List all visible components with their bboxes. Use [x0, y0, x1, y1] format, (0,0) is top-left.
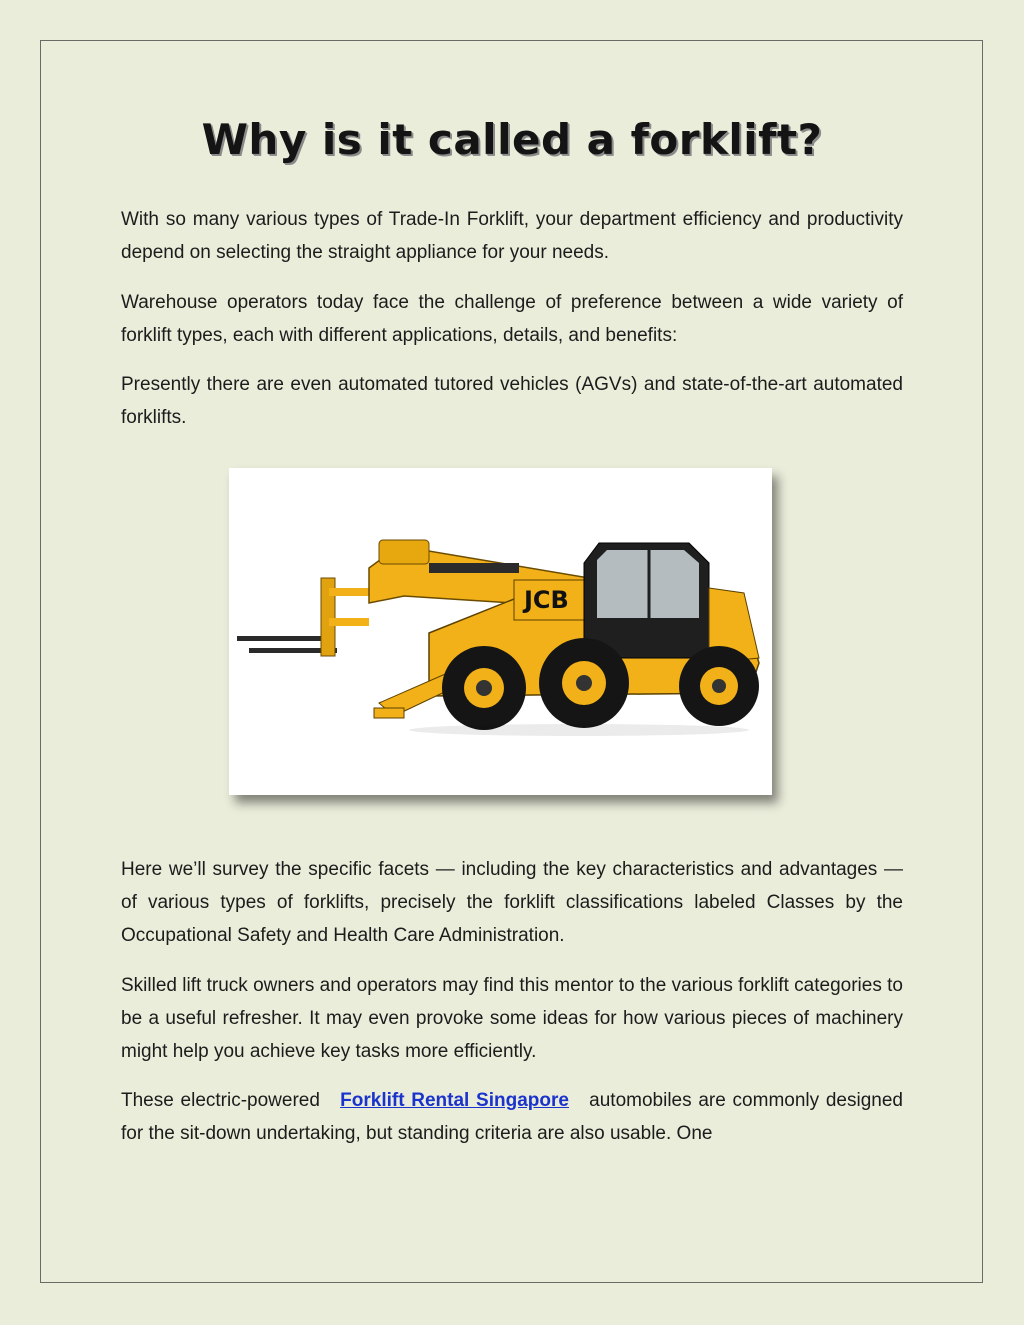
forklift-rental-link[interactable]: Forklift Rental Singapore: [340, 1090, 569, 1111]
brand-logo-text: JCB: [524, 586, 569, 614]
forklift-photo: [229, 468, 772, 795]
paragraph-survey: Here we’ll survey the specific facets — including the key characteristics and advantages — of various types of forklifts, precisely the forklift classifications labeled Classes by the Occupational Safety and Health Care Administration.: [121, 859, 903, 946]
paragraph-electric-start: These electric-powered: [121, 1090, 320, 1111]
paragraph-agv: Presently there are even automated tutored vehicles (AGVs) and state-of-the-art automated forklifts.: [121, 374, 903, 428]
paragraph-warehouse: Warehouse operators today face the challenge of preference between a wide variety of forklift types, each with different applications, details, and benefits:: [121, 292, 903, 346]
telehandler-illustration: [229, 468, 772, 795]
paragraph-intro: With so many various types of Trade-In Forklift, your department efficiency and productivity depend on selecting the straight appliance for your needs.: [121, 209, 903, 263]
paragraph-electric-end: automobiles are commonly designed for the sit-down undertaking, but standing criteria are also usable. One: [121, 1090, 903, 1144]
paragraph-operators: Skilled lift truck owners and operators may find this mentor to the various forklift categories to be a useful refresher. It may even provoke some ideas for how various pieces of machinery might help you achieve key tasks more efficiently.: [121, 975, 903, 1062]
paragraph-electric: [121, 1084, 903, 1150]
page-title: Why is it called a forklift?: [201, 115, 823, 164]
